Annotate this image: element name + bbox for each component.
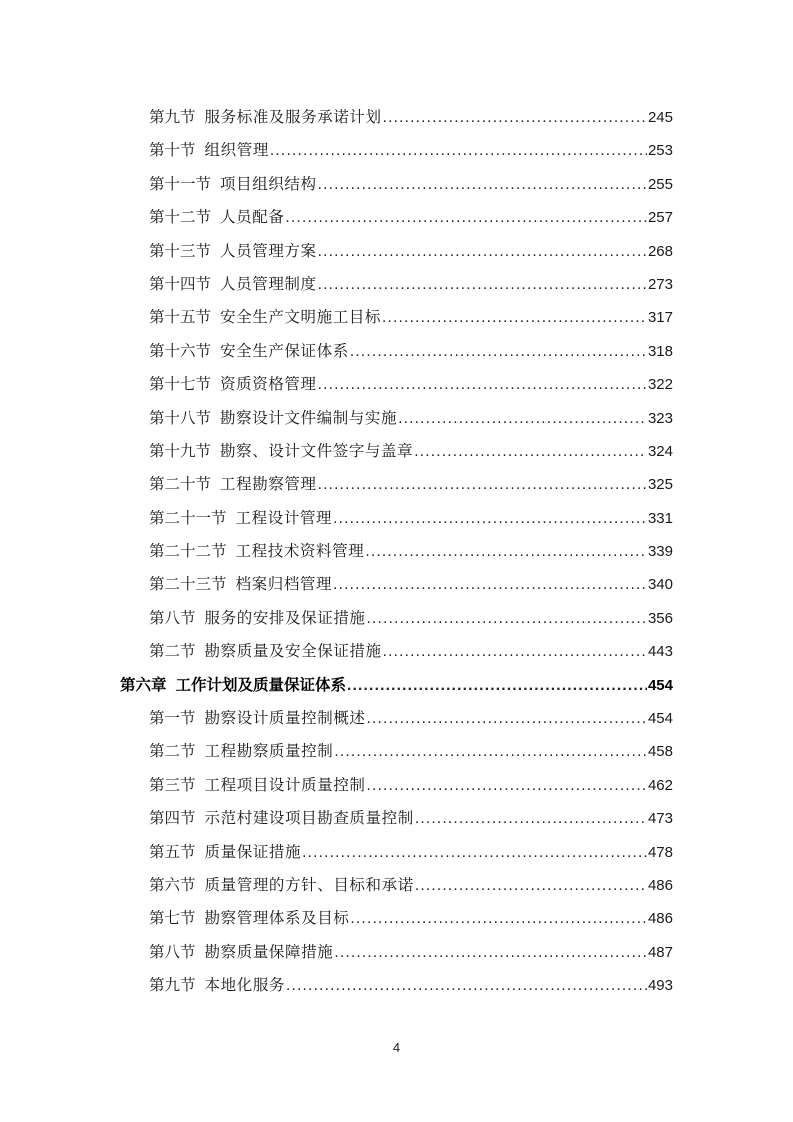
toc-entry-title: 质量管理的方针、目标和承诺 xyxy=(204,875,414,894)
toc-entry-number: 第八节 xyxy=(149,608,196,627)
toc-entry-page: 325 xyxy=(647,476,673,494)
toc-entry-page: 473 xyxy=(647,810,673,828)
toc-entry-number: 第一节 xyxy=(149,709,196,728)
toc-entry[interactable] xyxy=(120,268,673,301)
toc-entry-page: 486 xyxy=(647,876,673,894)
toc-entry-page: 268 xyxy=(647,242,673,260)
toc-entry-number: 第二十节 xyxy=(149,475,212,494)
dot-leader xyxy=(398,402,647,435)
toc-entry-number: 第二十一节 xyxy=(149,508,227,527)
dot-leader xyxy=(334,936,647,969)
toc-entry[interactable] xyxy=(120,969,673,1002)
toc-entry-page: 454 xyxy=(647,676,673,694)
toc-entry-number: 第十六节 xyxy=(149,341,212,360)
dot-leader xyxy=(318,368,647,401)
toc-entry-number: 第八节 xyxy=(149,942,196,961)
dot-leader xyxy=(383,635,647,668)
toc-entry-number: 第十三节 xyxy=(149,241,212,260)
toc-entry-page: 253 xyxy=(647,142,673,160)
toc-entry-title: 工程勘察质量控制 xyxy=(204,742,334,761)
toc-entry-page: 454 xyxy=(647,710,673,728)
toc-entry-title: 人员管理制度 xyxy=(220,274,317,293)
dot-leader xyxy=(270,134,647,167)
toc-entry-title: 勘察、设计文件签字与盖章 xyxy=(220,441,414,460)
toc-entry-number: 第十七节 xyxy=(149,375,212,394)
toc-entry-title: 人员管理方案 xyxy=(220,241,317,260)
toc-entry-page: 493 xyxy=(647,977,673,995)
toc-entry[interactable] xyxy=(120,235,673,268)
dot-leader xyxy=(318,468,647,501)
toc-entry-number: 第十一节 xyxy=(149,174,212,193)
dot-leader xyxy=(350,335,647,368)
toc-entry-number: 第五节 xyxy=(149,842,196,861)
toc-entry[interactable] xyxy=(120,568,673,601)
toc-entry-page: 462 xyxy=(647,776,673,794)
toc-entry-page: 356 xyxy=(647,609,673,627)
toc-entry-title: 工程技术资料管理 xyxy=(235,542,365,561)
toc-entry-number: 第二十二节 xyxy=(149,542,227,561)
toc-entry-title: 质量保证措施 xyxy=(204,842,302,861)
toc-entry-title: 勘察管理体系及目标 xyxy=(204,909,350,928)
dot-leader xyxy=(367,602,647,635)
toc-entry-number: 第七节 xyxy=(149,909,196,928)
dot-leader xyxy=(285,201,647,234)
toc-entry[interactable] xyxy=(120,335,673,368)
toc-entry[interactable] xyxy=(120,802,673,835)
toc-entry-number: 第六章 xyxy=(120,675,167,694)
dot-leader xyxy=(415,802,647,835)
toc-entry-number: 第四节 xyxy=(149,809,196,828)
toc-entry-page: 322 xyxy=(647,376,673,394)
dot-leader xyxy=(367,769,647,802)
dot-leader xyxy=(382,301,647,334)
toc-entry-number: 第二十三节 xyxy=(149,575,227,594)
page-number: 4 xyxy=(392,1040,401,1055)
toc-entry-number: 第十五节 xyxy=(149,308,212,327)
dot-leader xyxy=(302,836,647,869)
toc-entry-title: 工程设计管理 xyxy=(235,508,333,527)
toc-entry[interactable] xyxy=(120,168,673,201)
toc-entry-page: 323 xyxy=(647,409,673,427)
dot-leader xyxy=(286,969,647,1002)
dot-leader xyxy=(318,168,647,201)
toc-entry-page: 340 xyxy=(647,576,673,594)
dot-leader xyxy=(333,568,647,601)
toc-entry-page: 443 xyxy=(647,643,673,661)
toc-entry-number: 第九节 xyxy=(149,976,196,995)
toc-entry-title: 安全生产保证体系 xyxy=(220,341,349,360)
toc-entry[interactable] xyxy=(120,535,673,568)
toc-entry[interactable] xyxy=(120,602,673,635)
toc-entry[interactable] xyxy=(120,936,673,969)
toc-entry-title: 安全生产文明施工目标 xyxy=(220,308,382,327)
toc-entry[interactable] xyxy=(120,435,673,468)
toc-entry-number: 第九节 xyxy=(149,108,196,126)
toc-entry-number: 第六节 xyxy=(149,875,196,894)
toc-entry-page: 478 xyxy=(647,843,673,861)
dot-leader xyxy=(367,702,647,735)
toc-entry[interactable] xyxy=(120,502,673,535)
toc-entry-page: 245 xyxy=(647,109,673,126)
toc-entry[interactable] xyxy=(120,368,673,401)
toc-entry[interactable] xyxy=(120,201,673,234)
toc-entry[interactable] xyxy=(120,101,673,134)
toc-entry-page: 255 xyxy=(647,175,673,193)
toc-entry-number: 第二节 xyxy=(149,642,196,661)
toc-entry-title: 资质资格管理 xyxy=(220,375,317,394)
toc-entry[interactable] xyxy=(120,702,673,735)
toc-entry-title: 示范村建设项目勘查质量控制 xyxy=(204,809,414,828)
table-of-contents xyxy=(120,101,673,1003)
toc-entry[interactable] xyxy=(120,869,673,902)
toc-entry[interactable] xyxy=(120,134,673,167)
dot-leader xyxy=(334,735,647,768)
toc-entry-page: 458 xyxy=(647,743,673,761)
toc-entry[interactable] xyxy=(120,301,673,334)
toc-entry-title: 勘察质量保障措施 xyxy=(204,942,334,961)
toc-entry-title: 勘察质量及安全保证措施 xyxy=(204,642,382,661)
toc-entry-page: 331 xyxy=(647,509,673,527)
dot-leader xyxy=(414,435,647,468)
toc-entry-title: 项目组织结构 xyxy=(220,174,317,193)
toc-entry[interactable] xyxy=(120,635,673,668)
toc-entry-number: 第十九节 xyxy=(149,441,212,460)
dot-leader xyxy=(415,869,647,902)
toc-entry-title: 本地化服务 xyxy=(204,976,286,995)
dot-leader xyxy=(318,235,647,268)
toc-entry[interactable] xyxy=(120,402,673,435)
toc-entry-number: 第十四节 xyxy=(149,274,212,293)
toc-entry-number: 第十节 xyxy=(149,141,196,160)
toc-entry[interactable] xyxy=(120,769,673,802)
toc-entry-page: 257 xyxy=(647,209,673,227)
toc-entry-page: 318 xyxy=(647,342,673,360)
dot-leader xyxy=(347,669,647,702)
toc-entry[interactable] xyxy=(120,836,673,869)
toc-entry-title: 人员配备 xyxy=(220,208,285,227)
dot-leader xyxy=(318,268,647,301)
toc-entry[interactable] xyxy=(120,902,673,935)
toc-entry-number: 第三节 xyxy=(149,775,196,794)
toc-entry-title: 档案归档管理 xyxy=(235,575,333,594)
toc-entry-number: 第二节 xyxy=(149,742,196,761)
toc-entry-title: 工作计划及质量保证体系 xyxy=(175,675,347,694)
toc-entry-number: 第十八节 xyxy=(149,408,212,427)
toc-entry-title: 工程项目设计质量控制 xyxy=(204,775,366,794)
toc-entry-title: 服务标准及服务承诺计划 xyxy=(204,108,382,126)
toc-entry-number: 第十二节 xyxy=(149,208,212,227)
toc-chapter-entry[interactable] xyxy=(120,669,673,702)
toc-entry[interactable] xyxy=(120,735,673,768)
toc-entry-title: 组织管理 xyxy=(204,141,269,160)
dot-leader xyxy=(383,101,647,134)
toc-entry-title: 服务的安排及保证措施 xyxy=(204,608,366,627)
toc-entry-title: 勘察设计质量控制概述 xyxy=(204,709,366,728)
toc-entry-page: 317 xyxy=(647,309,673,327)
toc-entry-page: 486 xyxy=(647,910,673,928)
dot-leader xyxy=(350,902,647,935)
toc-entry-page: 273 xyxy=(647,275,673,293)
dot-leader xyxy=(333,502,647,535)
toc-entry[interactable] xyxy=(120,468,673,501)
toc-entry-page: 487 xyxy=(647,943,673,961)
toc-entry-title: 勘察设计文件编制与实施 xyxy=(220,408,398,427)
dot-leader xyxy=(365,535,647,568)
toc-entry-page: 339 xyxy=(647,543,673,561)
toc-entry-page: 324 xyxy=(647,442,673,460)
toc-entry-title: 工程勘察管理 xyxy=(220,475,317,494)
